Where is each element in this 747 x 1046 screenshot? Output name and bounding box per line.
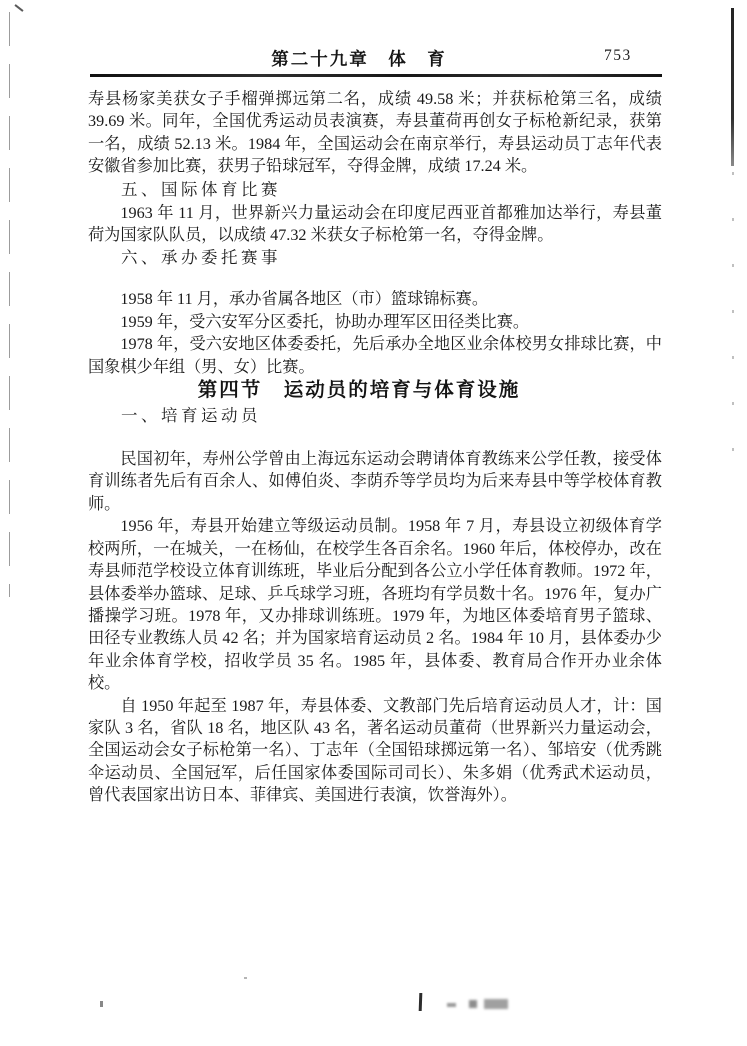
chapter-running-title: 第二十九章 体 育 bbox=[271, 49, 447, 69]
header-divider-rule bbox=[90, 74, 662, 77]
scan-binding-line-left bbox=[9, 12, 10, 597]
paragraph-subsection-1-3: 自 1950 年起至 1987 年，寿县体委、文教部门先后培育运动员人才，计：国家队 3 名，省队 18 名，地区队 43 名，著名运动员董荷（世界新兴力量运动会，全国运动会女子标枪第一名）、丁志年（全国铅球掷远第一名）、邹培安（优秀跳伞运动员、全国冠军，后任国家体委国际司司长）、朱多娟（优秀武术运动员，曾代表国家出访日本、菲律宾、美国进行表演，饮誉海外）。 bbox=[88, 696, 662, 805]
section-6-paragraph-group bbox=[88, 288, 662, 378]
paragraph-section-5: 1963 年 11 月，世界新兴力量运动会在印度尼西亚首都雅加达举行，寿县董荷为国家队队员，以成绩 47.32 米获女子标枪第一名，夺得金牌。 bbox=[88, 203, 662, 245]
heading-section-6: 六、承办委托赛事 bbox=[121, 248, 281, 268]
scan-edge-line-right-faint bbox=[732, 172, 734, 492]
page-number: 753 bbox=[604, 47, 632, 64]
scan-edge-line-right bbox=[731, 8, 734, 166]
scan-corner-tick bbox=[14, 4, 23, 12]
scan-smudge-bar bbox=[419, 993, 423, 1011]
paragraph-continuation: 寿县杨家美获女子手榴弹掷远第二名，成绩 49.58 米；并获标枪第三名，成绩 39.69 米。同年，全国优秀运动员表演赛，寿县董荷再创女子标枪新纪录，获第一名，成绩 52.13 米。1984 年，全国运动会在南京举行，寿县运动员丁志年代表安徽省参加比赛，获男子铅球冠军，夺得金牌，成绩 17.24 米。 bbox=[88, 90, 662, 176]
scan-smudge bbox=[484, 999, 508, 1009]
paragraph-section-6-2: 1959 年，受六安军分区委托，协助办理军区田径类比赛。 bbox=[120, 312, 530, 331]
paragraph-subsection-1-2: 1956 年，寿县开始建立等级运动员制。1958 年 7 月，寿县设立初级体育学校两所，一在城关，一在杨仙，在校学生各百余名。1960 年后，体校停办，改在寿县师范学校设立体育训练班，毕业后分配到各公立小学任体育教师。1972 年，县体委举办篮球、足球、乒乓球学习班，各班均有学员数十名。1976 年，复办广播操学习班。1978 年，又办排球训练班。1979 年，为地区体委培育男子篮球、田径专业教练人员 42 名；并为国家培育运动员 2 名。1984 年 10 月，县体委办少年业余体育学校，招收学员 35 名。1985 年，县体委、教育局合作开办业余体校。 bbox=[88, 517, 662, 693]
scan-smudge bbox=[469, 1000, 477, 1008]
section-4-title: 第四节 运动员的培育与体育设施 bbox=[197, 380, 521, 402]
scan-smudge bbox=[447, 1003, 456, 1007]
paragraph-subsection-1-1: 民国初年，寿州公学曾由上海远东运动会聘请体育教练来公学任教，接受体育训练者先后有百余人、如傅伯炎、李荫乔等学员均为后来寿县中等学校体育教师。 bbox=[88, 450, 662, 513]
scan-speck bbox=[244, 977, 247, 979]
paragraph-section-6-1: 1958 年 11 月，承办省属各地区（市）篮球锦标赛。 bbox=[120, 290, 489, 309]
heading-subsection-1: 一、培育运动员 bbox=[121, 406, 261, 426]
text-column bbox=[88, 88, 662, 807]
heading-section-5: 五、国际体育比赛 bbox=[121, 179, 281, 199]
scan-speck bbox=[100, 1001, 103, 1007]
subsection-1-paragraph-group bbox=[88, 448, 662, 807]
paragraph-section-6-3: 1978 年，受六安地区体委委托，先后承办全地区业余体校男女排球比赛，中国象棋少年组（男、女）比赛。 bbox=[88, 335, 662, 376]
